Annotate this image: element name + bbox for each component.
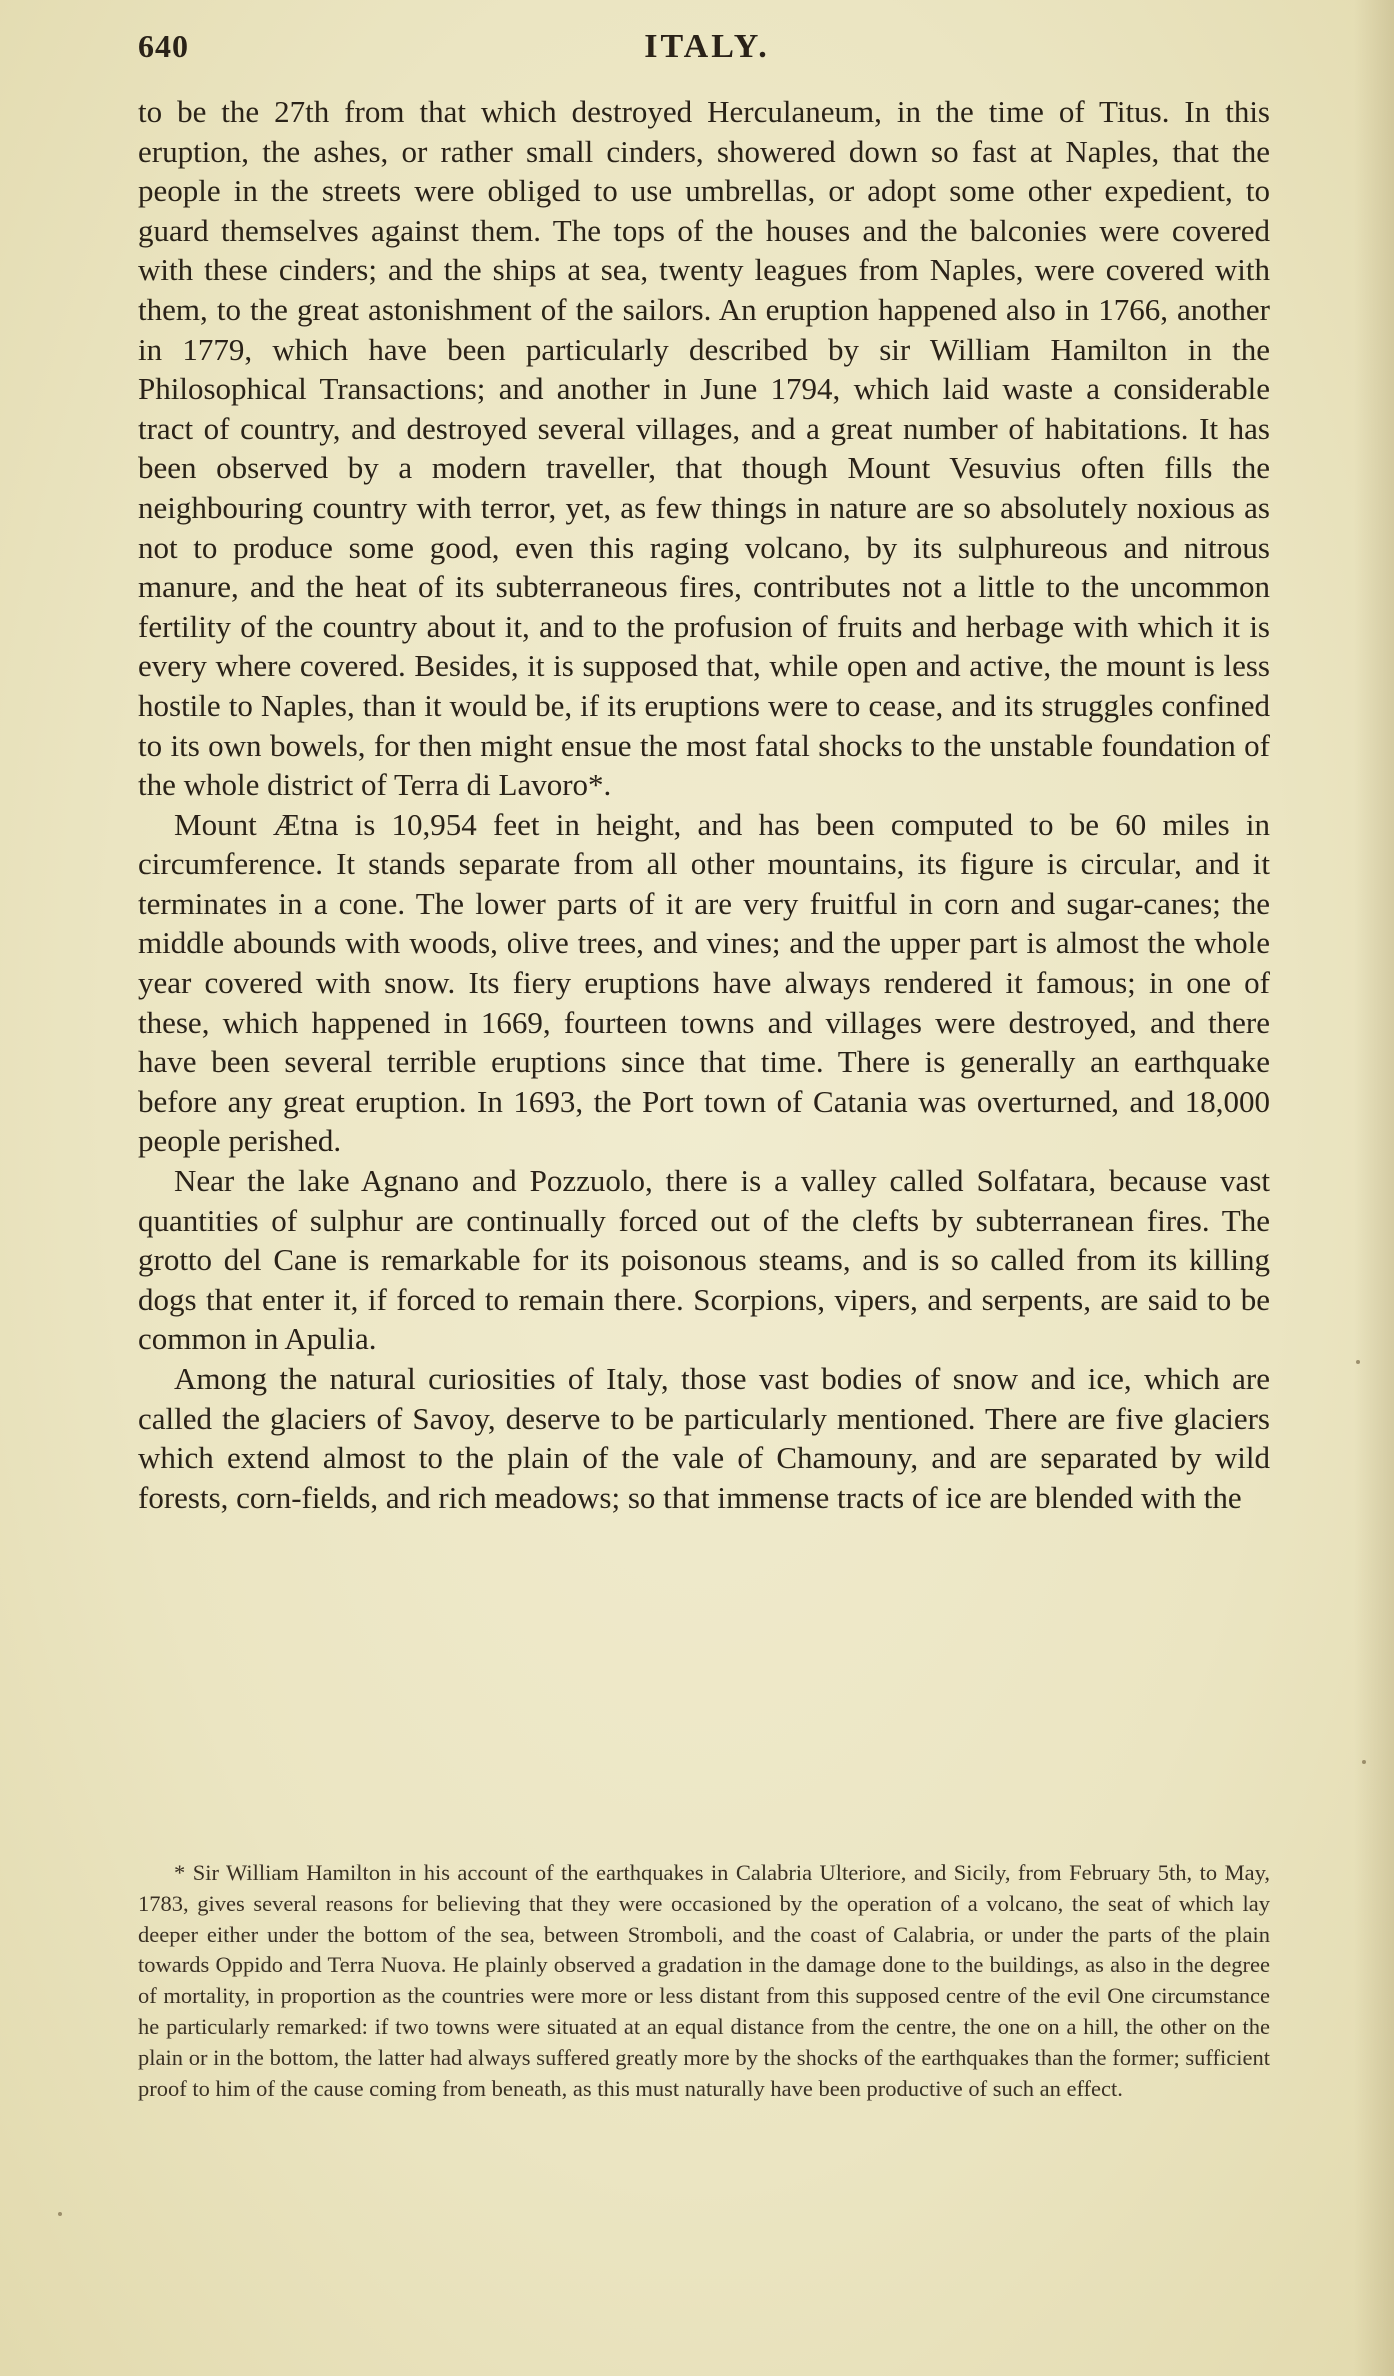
- paper-speck: [1362, 1760, 1366, 1764]
- paragraph-glaciers: Among the natural curiosities of Italy, those vast bodies of snow and ice, which are called the glaciers of Savoy, deserve to be particularly mentioned. There are five glaciers which extend almost to the plain of the vale of Chamouny, and are separated by wild forests, corn-fields, and rich meadows; so that immense tracts of ice are blended with the: [138, 1361, 1270, 1515]
- paragraph-vesuvius: to be the 27th from that which destroyed Herculaneum, in the time of Titus. In this eruption, the ashes, or rather small cinders, showered down so fast at Naples, that the people in the streets were obliged to use umbrellas, or adopt some other expedient, to guard themselves against them. The tops of the houses and the balconies were covered with these cinders; and the ships at sea, twenty leagues from Naples, were covered with them, to the great astonishment of the sailors. An eruption happened also in 1766, another in 1779, which have been particularly described by sir William Hamilton in the Philosophical Transactions; and another in June 1794, which laid waste a considerable tract of country, and destroyed several villages, and a great number of habitations. It has been observed by a modern traveller, that though Mount Vesuvius often fills the neighbouring country with terror, yet, as few things in nature are so absolutely noxious as not to produce some good, even this raging volcano, by its sulphureous and nitrous manure, and the heat of its subterraneous fires, contributes not a little to the uncommon fertility of the country about it, and to the profusion of fruits and herbage with which it is every where covered. Besides, it is supposed that, while open and active, the mount is less hostile to Naples, than it would be, if its eruptions were to cease, and its struggles confined to its own bowels, for then might ensue the most fatal shocks to the unstable foundation of the whole district of Terra di Lavoro*.: [138, 94, 1270, 803]
- paragraph-solfatara: Near the lake Agnano and Pozzuolo, there is a valley called Solfatara, because vast quantities of sulphur are continually forced out of the clefts by subterranean fires. The grotto del Cane is remarkable for its poisonous steams, and is so called from its killing dogs that enter it, if forced to remain there. Scorpions, vipers, and serpents, are said to be common in Apulia.: [138, 1163, 1270, 1357]
- body-text: [138, 92, 1270, 1517]
- paper-speck: [58, 2212, 62, 2216]
- running-head: ITALY.: [644, 28, 770, 65]
- paper-speck: [1356, 1360, 1360, 1364]
- page-header: [138, 28, 1276, 68]
- footnote: [138, 1858, 1270, 2104]
- footnote-text: * Sir William Hamilton in his account of the earthquakes in Calabria Ulteriore, and Sicily, from February 5th, to May, 1783, gives several reasons for believing that they were occasioned by the operation of a volcano, the seat of which lay deeper either under the bottom of the sea, between Stromboli, and the coast of Calabria, or under the parts of the plain towards Oppido and Terra Nuova. He plainly observed a gradation in the damage done to the buildings, as also in the degree of mortality, in proportion as the countries were more or less distant from this supposed centre of the evil One circumstance he particularly remarked: if two towns were situated at an equal distance from the centre, the one on a hill, the other on the plain or in the bottom, the latter had always suffered greatly more by the shocks of the earthquakes than the former; sufficient proof to him of the cause coming from beneath, as this must naturally have been productive of such an effect.: [138, 1860, 1270, 2101]
- paragraph-aetna: Mount Ætna is 10,954 feet in height, and has been computed to be 60 miles in circumference. It stands separate from all other mountains, its figure is circular, and it terminates in a cone. The lower parts of it are very fruitful in corn and sugar-canes; the middle abounds with woods, olive trees, and vines; and the upper part is almost the whole year covered with snow. Its fiery eruptions have always rendered it famous; in one of these, which happened in 1669, fourteen towns and villages were destroyed, and there have been several terrible eruptions since that time. There is generally an earthquake before any great eruption. In 1693, the Port town of Catania was overturned, and 18,000 people perished.: [138, 806, 1270, 1159]
- page-number: 640: [138, 28, 189, 64]
